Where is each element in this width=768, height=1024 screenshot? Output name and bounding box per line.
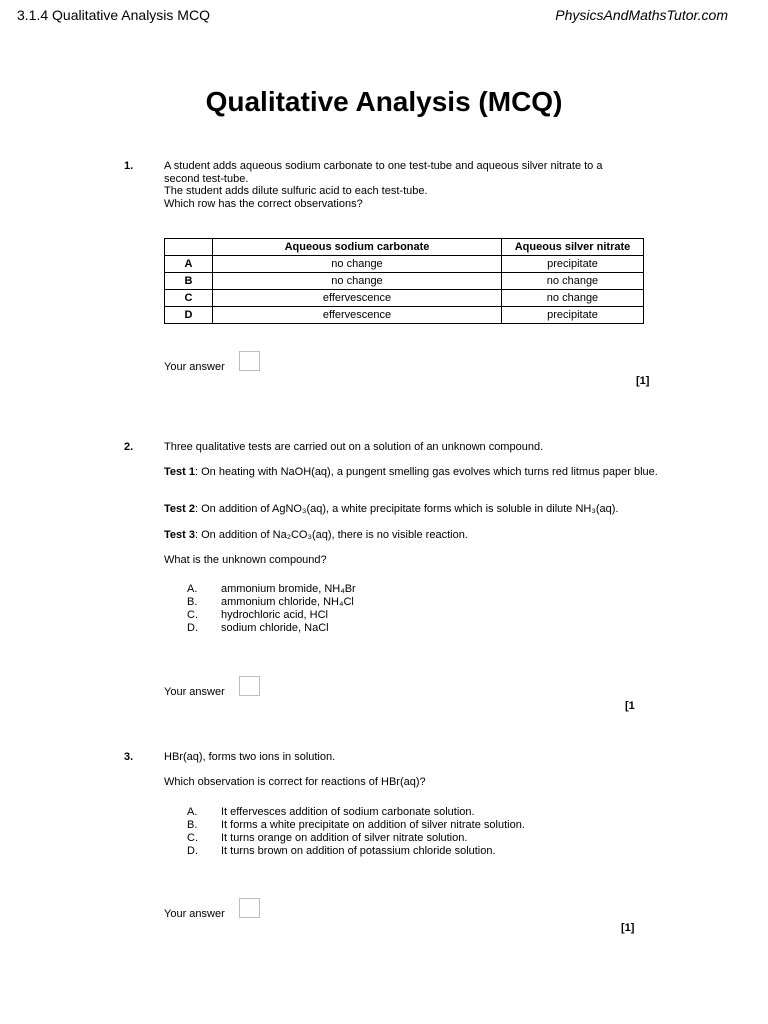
question-2-test-1 (164, 466, 674, 479)
table-row (165, 307, 644, 324)
header-left: 3.1.4 Qualitative Analysis MCQ (17, 7, 210, 23)
table-cell: A (165, 256, 213, 273)
test-1-label: Test 1 (164, 466, 195, 478)
table-header-cell: Aqueous sodium carbonate (213, 239, 502, 256)
option-d[interactable]: D. sodium chloride, NaCl (187, 622, 329, 634)
question-2-test-2 (164, 503, 674, 516)
question-2-answer-label: Your answer (164, 686, 225, 698)
option-b[interactable]: B. It forms a white precipitate on addition of silver nitrate solution. (187, 819, 525, 831)
page-title: Qualitative Analysis (MCQ) (205, 86, 563, 117)
option-c[interactable]: C. hydrochloric acid, HCl (187, 609, 328, 621)
question-3-answer-label: Your answer (164, 908, 225, 920)
option-d[interactable]: D. It turns brown on addition of potassium chloride solution. (187, 845, 496, 857)
question-1-line: Which row has the correct observations? (164, 197, 363, 210)
table-cell: precipitate (502, 307, 644, 324)
question-2-number: 2. (124, 441, 134, 453)
table-header-cell: Aqueous silver nitrate (502, 239, 644, 256)
table-row (165, 290, 644, 307)
question-2-options (187, 583, 356, 635)
table-cell: no change (213, 273, 502, 290)
option-a[interactable]: A. ammonium bromide, NH₄Br (187, 583, 356, 595)
question-3-options (187, 806, 525, 858)
question-2-mark: [1 (625, 700, 635, 712)
table-cell: D (165, 307, 213, 324)
option-c[interactable]: C. It turns orange on addition of silver nitrate solution. (187, 832, 468, 844)
table-row (165, 256, 644, 273)
table-cell: effervescence (213, 290, 502, 307)
question-2-answer-box[interactable] (239, 676, 260, 696)
question-1-mark: [1] (636, 375, 650, 387)
table-header-cell (165, 239, 213, 256)
question-3-question: Which observation is correct for reactions of HBr(aq)? (164, 776, 426, 788)
table-cell: C (165, 290, 213, 307)
observations-table (164, 238, 644, 324)
question-3-intro: HBr(aq), forms two ions in solution. (164, 751, 336, 763)
table-cell: effervescence (213, 307, 502, 324)
table-cell: B (165, 273, 213, 290)
question-3-mark: [1] (621, 922, 635, 934)
option-b[interactable]: B. ammonium chloride, NH₄Cl (187, 596, 354, 608)
question-3-number: 3. (124, 751, 134, 763)
test-2-label: Test 2 (164, 503, 195, 515)
test-2-text: : On addition of AgNO₃(aq), a white precipitate forms which is soluble in dilute NH₃(aq). (194, 503, 619, 515)
table-row (165, 273, 644, 290)
header-right: PhysicsAndMathsTutor.com (555, 7, 728, 23)
table-cell: no change (502, 273, 644, 290)
table-cell: no change (213, 256, 502, 273)
table-cell: no change (502, 290, 644, 307)
question-1-answer-box[interactable] (239, 351, 260, 371)
question-1-line: second test-tube. (164, 172, 249, 185)
question-1-text (164, 160, 674, 210)
option-a[interactable]: A. It effervesces addition of sodium carbonate solution. (187, 806, 475, 818)
test-3-text: : On addition of Na₂CO₃(aq), there is no visible reaction. (194, 529, 468, 541)
table-header-row (165, 239, 644, 256)
test-1-text: : On heating with NaOH(aq), a pungent smelling gas evolves which turns red litmus paper blue. (194, 466, 658, 478)
table-cell: precipitate (502, 256, 644, 273)
question-1-answer-label: Your answer (164, 361, 225, 373)
question-1-number: 1. (124, 160, 134, 172)
question-2-intro: Three qualitative tests are carried out on a solution of an unknown compound. (164, 441, 544, 453)
question-3-answer-box[interactable] (239, 898, 260, 918)
test-3-label: Test 3 (164, 529, 195, 541)
question-1-line: The student adds dilute sulfuric acid to each test-tube. (164, 185, 428, 197)
question-2-question: What is the unknown compound? (164, 554, 327, 566)
question-1-line: A student adds aqueous sodium carbonate to one test-tube and aqueous silver nitrate to a (164, 160, 603, 172)
question-2-test-3 (164, 529, 674, 542)
